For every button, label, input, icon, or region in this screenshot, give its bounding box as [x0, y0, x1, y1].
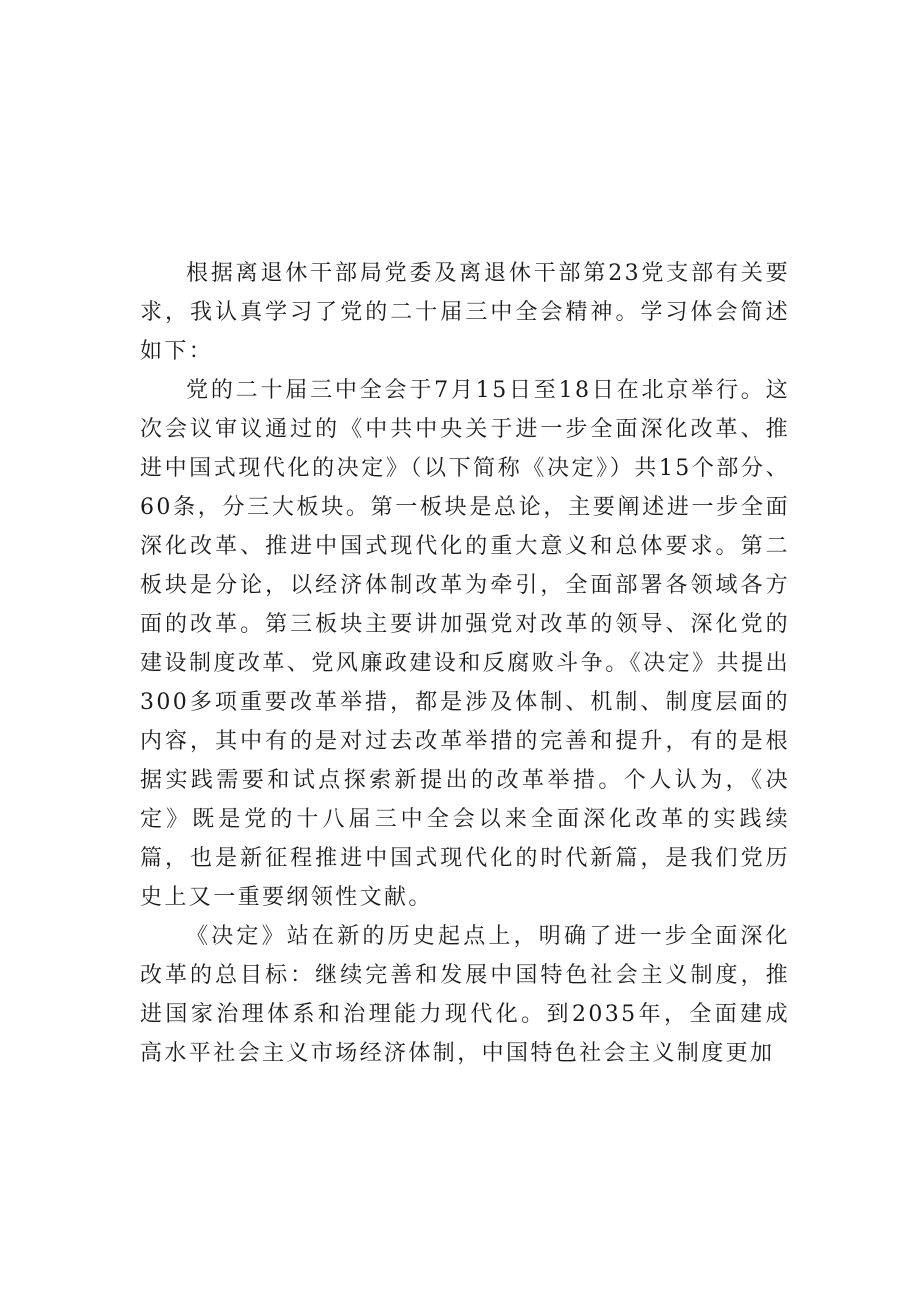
document-body — [140, 254, 790, 1073]
paragraph-intro: 根据离退休干部局党委及离退休干部第23党支部有关要求，我认真学习了党的二十届三中全会精神。学习体会简述如下： — [140, 261, 790, 364]
paragraph-plenum-summary: 党的二十届三中全会于7月15日至18日在北京举行。这次会议审议通过的《中共中央关于进一步全面深化改革、推进中国式现代化的决定》（以下简称《决定》）共15个部分、60条，分三大板块。第一板块是总论，主要阐述进一步全面深化改革、推进中国式现代化的重大意义和总体要求。第二板块是分论，以经济体制改革为牵引，全面部署各领域各方面的改革。第三板块主要讲加强党对改革的领导、深化党的建设制度改革、党风廉政建设和反腐败斗争。《决定》共提出300多项重要改革举措，都是涉及体制、机制、制度层面的内容，其中有的是对过去改革举措的完善和提升，有的是根据实践需要和试点探索新提出的改革举措。个人认为，《决定》既是党的十八届三中全会以来全面深化改革的实践续篇，也是新征程推进中国式现代化的时代新篇，是我们党历史上又一重要纲领性文献。 — [140, 378, 790, 910]
paragraph-reform-goals: 《决定》站在新的历史起点上，明确了进一步全面深化改革的总目标：继续完善和发展中国特色社会主义制度，推进国家治理体系和治理能力现代化。到2035年，全面建成高水平社会主义市场经济体制，中国特色社会主义制度更加 — [140, 924, 790, 1066]
